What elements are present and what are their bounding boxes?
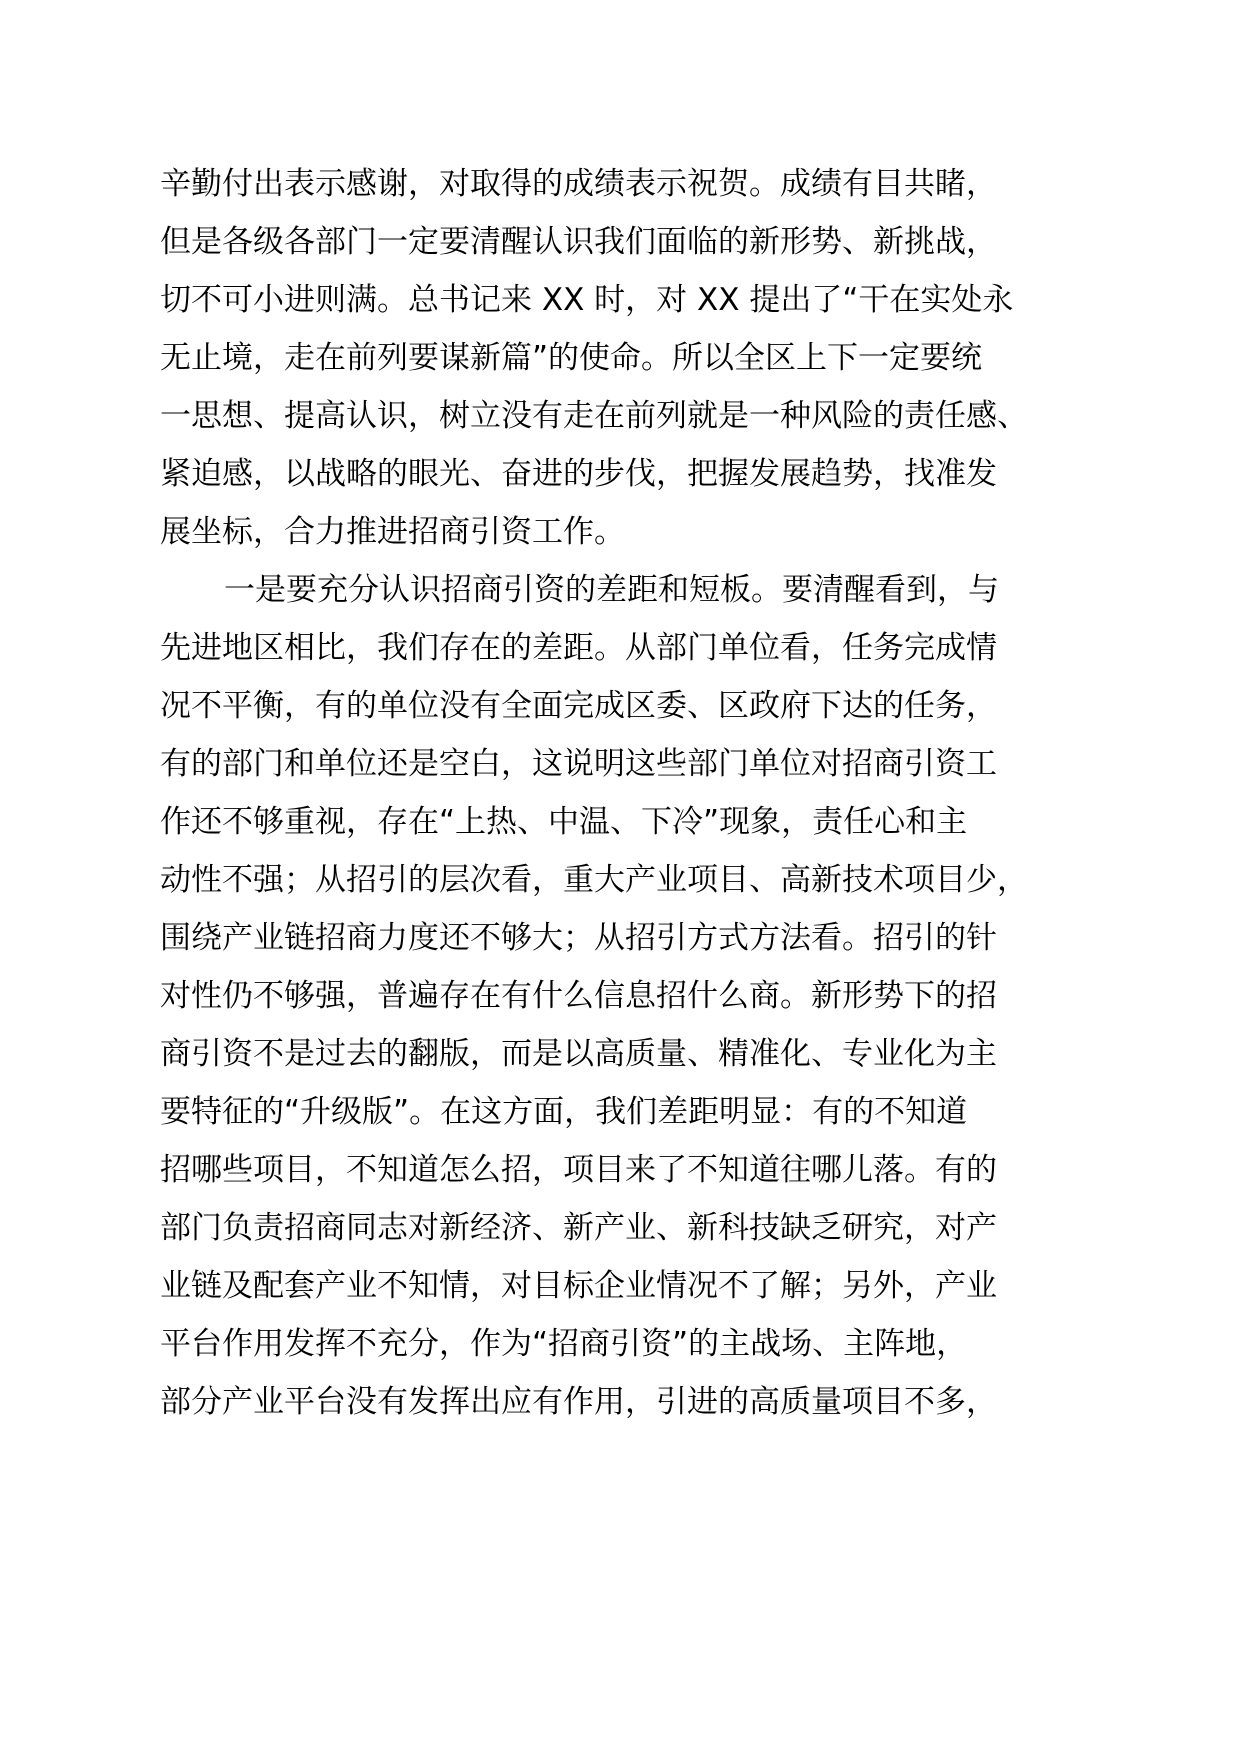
text-line: 作还不够重视，存在“上热、中温、下冷”现象，责任心和主 <box>160 804 968 840</box>
text-line: 无止境，走在前列要谋新篇”的使命。所以全区上下一定要统 <box>160 340 983 376</box>
text-line: 要特征的“升级版”。在这方面，我们差距明显：有的不知道 <box>160 1094 968 1130</box>
text-line: 辛勤付出表示感谢，对取得的成绩表示祝贺。成绩有目共睹， <box>160 166 997 202</box>
text-line: 先进地区相比，我们存在的差距。从部门单位看，任务完成情 <box>160 630 997 666</box>
text-line: 况不平衡，有的单位没有全面完成区委、区政府下达的任务， <box>160 688 997 724</box>
text-line: 部分产业平台没有发挥出应有作用，引进的高质量项目不多， <box>160 1384 997 1420</box>
paragraph-first-line: 一是要充分认识招商引资的差距和短板。要清醒看到，与 <box>224 572 999 608</box>
text-line: 业链及配套产业不知情，对目标企业情况不了解；另外，产业 <box>160 1268 997 1304</box>
text-line: 一思想、提高认识，树立没有走在前列就是一种风险的责任感、 <box>160 398 1028 434</box>
text-line: 对性仍不够强，普遍存在有什么信息招什么商。新形势下的招 <box>160 978 997 1014</box>
text-line: 动性不强；从招引的层次看，重大产业项目、高新技术项目少， <box>160 862 1028 898</box>
text-line: 展坐标，合力推进招商引资工作。 <box>160 514 625 550</box>
text-line: 商引资不是过去的翻版，而是以高质量、精准化、专业化为主 <box>160 1036 997 1072</box>
text-line: 围绕产业链招商力度还不够大；从招引方式方法看。招引的针 <box>160 920 997 956</box>
text-line: 有的部门和单位还是空白，这说明这些部门单位对招商引资工 <box>160 746 997 782</box>
text-line: 部门负责招商同志对新经济、新产业、新科技缺乏研究，对产 <box>160 1210 997 1246</box>
text-line: 但是各级各部门一定要清醒认识我们面临的新形势、新挑战， <box>160 224 997 260</box>
text-line: 平台作用发挥不充分，作为“招商引资”的主战场、主阵地， <box>160 1326 968 1362</box>
text-line: 招哪些项目，不知道怎么招，项目来了不知道往哪儿落。有的 <box>160 1152 997 1188</box>
text-line: 切不可小进则满。总书记来 XX 时，对 XX 提出了“干在实处永 <box>160 282 1014 318</box>
text-line: 紧迫感，以战略的眼光、奋进的步伐，把握发展趋势，找准发 <box>160 456 997 492</box>
